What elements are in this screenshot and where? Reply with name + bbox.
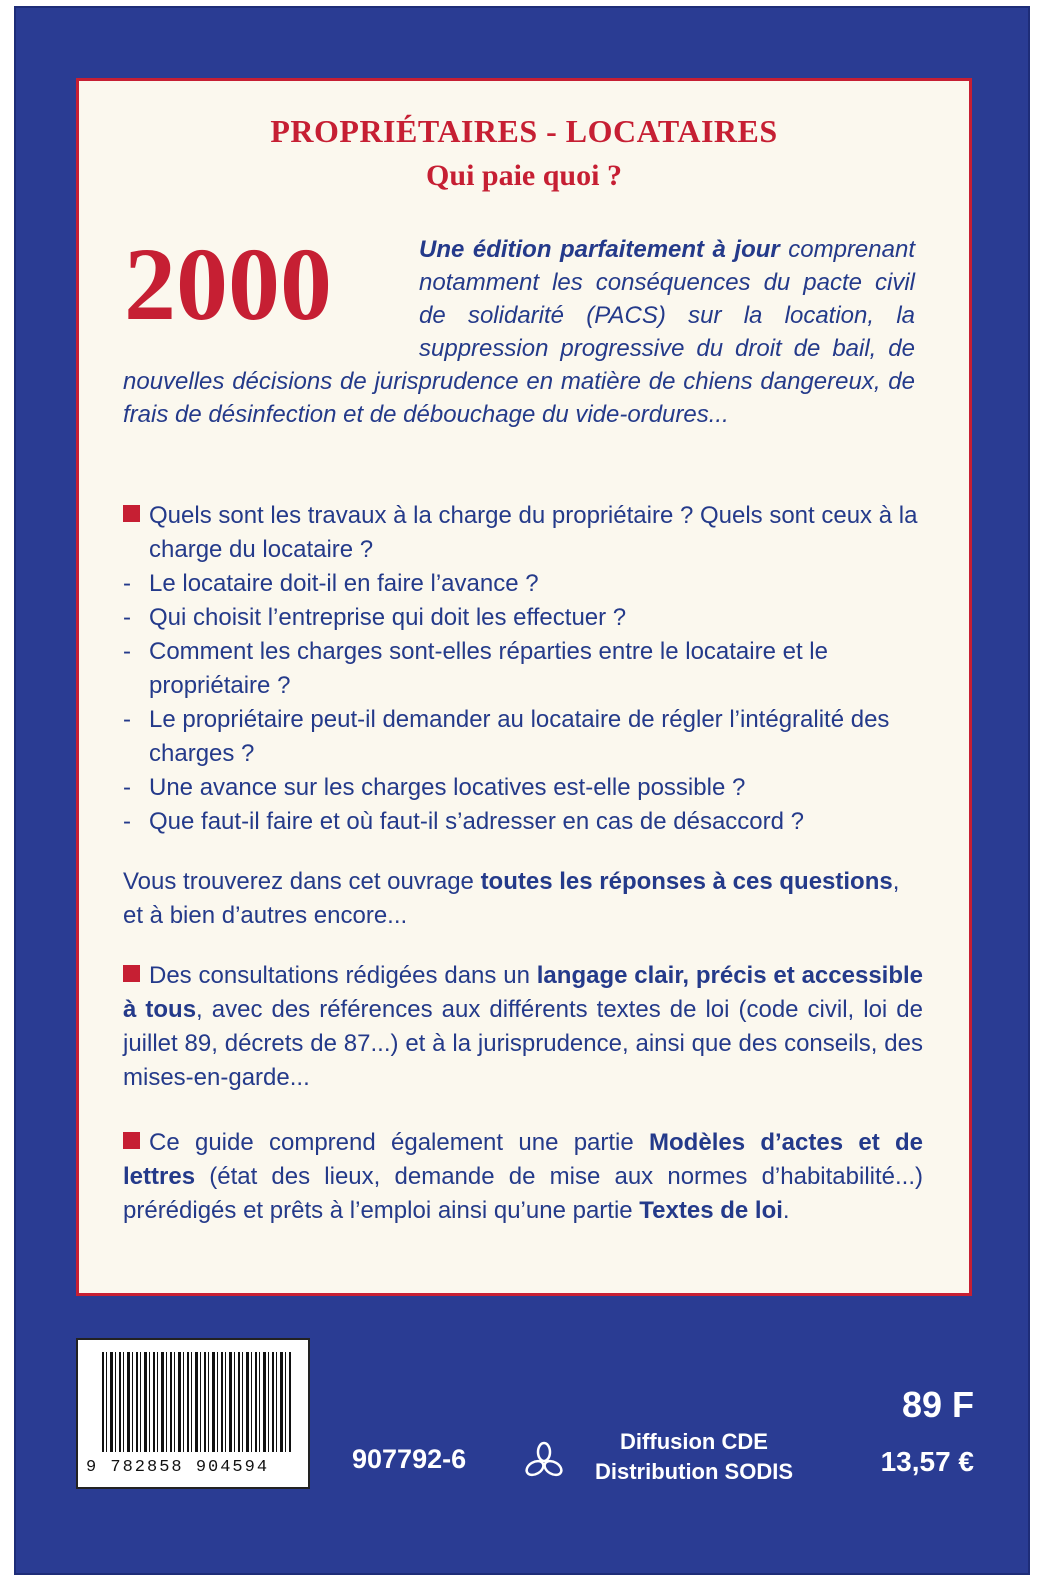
consultations-paragraph xyxy=(123,959,923,1095)
year-spacer xyxy=(123,227,419,361)
barcode xyxy=(76,1338,310,1489)
question-text: Le locataire doit-il en faire l’avance ? xyxy=(149,570,539,597)
list-item xyxy=(123,567,923,601)
diffusion-text: Diffusion CDE xyxy=(620,1429,768,1454)
intro-text: comprenant notamment les conséquences du pacte civil de solidarité (PACS) sur la location, la suppression progressive du droit de bail, de nouvelles décisions de jurisprudence en matière de chiens dangereux, de frais de désinfection et de débouchage du vide-ordures... xyxy=(123,236,915,428)
text-run: Des consultations rédigées dans un xyxy=(149,962,537,989)
red-square-bullet-icon xyxy=(123,965,140,982)
dash-bullet: - xyxy=(123,774,131,801)
book-subtitle: Qui paie quoi ? xyxy=(426,159,622,192)
isbn-number: 9 782858 904594 xyxy=(86,1458,270,1477)
text-run: Vous trouverez dans cet ouvrage xyxy=(123,868,481,895)
bold-text-run: langage clair, précis et accessible à tous xyxy=(123,962,924,1023)
question-text: Quels sont les travaux à la charge du propriétaire ? Quels sont ceux à la charge du locataire ? xyxy=(149,502,918,563)
guide-paragraph xyxy=(123,1126,923,1228)
bold-text-run: toutes les réponses à ces questions xyxy=(480,868,893,895)
question-text: Le propriétaire peut-il demander au locataire de régler l’intégralité des charges ? xyxy=(149,706,890,767)
bold-text-run: Modèles d’actes et de lettres xyxy=(123,1129,923,1190)
edition-year: 2000 xyxy=(124,227,332,342)
list-item xyxy=(123,601,923,635)
red-square-bullet-icon xyxy=(123,1132,140,1149)
barcode-bars xyxy=(102,1352,292,1452)
dash-bullet: - xyxy=(123,638,131,665)
product-code: 907792-6 xyxy=(352,1444,467,1474)
intro-lead: Une édition parfaitement à jour xyxy=(419,236,780,263)
question-text: Comment les charges sont-elles réparties entre le locataire et le propriétaire ? xyxy=(149,638,828,699)
first-question xyxy=(123,499,923,567)
book-title: PROPRIÉTAIRES - LOCATAIRES xyxy=(270,113,778,149)
question-text: Que faut-il faire et où faut-il s’adresser en cas de désaccord ? xyxy=(149,808,805,835)
list-item xyxy=(123,703,923,771)
content-panel xyxy=(76,78,972,1296)
red-square-bullet-icon xyxy=(123,505,140,522)
dash-bullet: - xyxy=(123,706,131,733)
text-run: , et à bien d’autres encore... xyxy=(123,868,900,929)
dash-bullet: - xyxy=(123,570,131,597)
back-cover xyxy=(14,6,1030,1575)
price-euro: 13,57 € xyxy=(880,1446,974,1477)
dash-bullet: - xyxy=(123,808,131,835)
text-run: (état des lieux, demande de mise aux normes d’habitabilité...) prérédigés et prêts à l’emploi ainsi qu’une partie xyxy=(123,1163,923,1224)
publisher-logo-icon xyxy=(524,1441,564,1481)
text-run: , avec des références aux différents textes de loi (code civil, loi de juillet 89, décrets de 87...) et à la jurisprudence, ainsi que des conseils, des mises-en-garde... xyxy=(123,996,923,1091)
question-text: Qui choisit l’entreprise qui doit les effectuer ? xyxy=(149,604,627,631)
list-item xyxy=(123,771,923,805)
distribution-text: Distribution SODIS xyxy=(595,1459,793,1484)
question-text: Une avance sur les charges locatives est-elle possible ? xyxy=(149,774,746,801)
dash-bullet: - xyxy=(123,604,131,631)
list-item xyxy=(123,805,923,839)
answers-paragraph xyxy=(123,865,923,933)
text-run: . xyxy=(782,1197,790,1224)
distribution-info xyxy=(584,1427,804,1487)
list-item xyxy=(123,635,923,703)
price-franc: 89 F xyxy=(901,1384,974,1425)
bold-text-run: Textes de loi xyxy=(639,1197,783,1224)
question-list xyxy=(123,499,923,839)
text-run: Ce guide comprend également une partie xyxy=(149,1129,650,1156)
intro-paragraph xyxy=(123,227,915,431)
